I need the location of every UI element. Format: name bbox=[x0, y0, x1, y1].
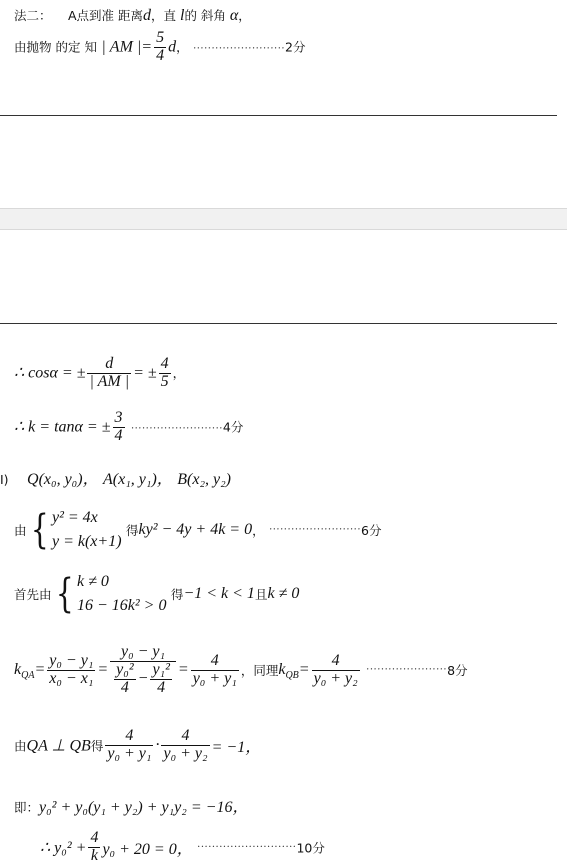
leader-dots: ························· bbox=[193, 43, 286, 55]
divider bbox=[0, 323, 557, 324]
points-definition: I) Q(x₀, y₀)， A(x₁, y₁)， B(x₂, y₂) bbox=[0, 471, 232, 488]
equation-tan: ∴ k = tanα = ± $\frac{3}{4}$ ·························4分 bbox=[14, 409, 244, 444]
text-distance: A点到准 距离 bbox=[67, 8, 143, 23]
fraction-four-over-sum-b: $\frac{4}{\text{y₀ + y₂}}$ bbox=[313, 651, 358, 687]
leader-dots: ························· bbox=[130, 423, 223, 435]
text-line-parabola-definition: 由抛物 的定 知 | AM |= $\frac{5}{4}$ d， ·························2分 bbox=[14, 29, 306, 64]
equation-product: 即：y₀² + y₀(y₁ + y₂) + y₁y₂ = −16， bbox=[14, 799, 249, 816]
score-label: 2分 bbox=[285, 39, 306, 55]
system-conditions: 首先由{ k ≠ 0 16 − 16k² > 0 得−1 < k < 1且k ≠ 0 bbox=[14, 571, 300, 617]
fraction-five-fourths: $\frac{5}{4}$ bbox=[156, 29, 165, 64]
fraction-slope-squared: y₀ − y₁ $\frac{\text{y₀²}}{4}$ − $\frac{\text{y₁²}}{4}$ bbox=[110, 644, 176, 696]
divider bbox=[0, 115, 557, 116]
score-label: 10分 bbox=[296, 840, 325, 856]
text-line-method-two: 法二： A点到准 距离d，直 l的 斜角 α， bbox=[14, 7, 251, 24]
equation-perpendicular: 由QA ⊥ QB得 $\frac{4}{\text{y₀ + y₁}}$ · $\frac{4}{\text{y₀ + y₂}}$ = −1， bbox=[14, 727, 262, 762]
fraction-four-over-sum: $\frac{4}{\text{y₀ + y₁}}$ bbox=[192, 651, 237, 687]
label-method-two: 法二： bbox=[14, 8, 52, 23]
system-parabola-line: 由{ y² = 4x y = k(x+1) 得ky² − 4y + 4k = 0， ·························6分 bbox=[14, 507, 382, 553]
leader-dots: ··························· bbox=[197, 841, 297, 853]
score-label: 8分 bbox=[447, 663, 468, 679]
fraction-three-fourths: $\frac{3}{4}$ bbox=[114, 409, 123, 444]
fraction-four-fifths: $\frac{4}{5}$ bbox=[160, 355, 169, 390]
equation-cos: ∴ cosα = ± $\frac{d}{| AM |}$ = ± $\frac{4}{5}$ ， bbox=[14, 355, 186, 390]
equation-final: ∴ y₀² + $\frac{4}{k}$ y₀ + 20 = 0， ···························10分 bbox=[40, 829, 325, 864]
left-brace: { bbox=[55, 571, 74, 617]
fraction-slope: $\frac{\text{y₀ − y₁}}{\text{x₀ − x₁}}$ bbox=[49, 651, 94, 687]
fraction-d-over-am: $\frac{d}{| AM |}$ bbox=[89, 355, 130, 390]
leader-dots: ······················ bbox=[366, 664, 448, 676]
page-gap-band bbox=[0, 208, 567, 230]
score-label: 4分 bbox=[222, 419, 244, 435]
left-brace: { bbox=[30, 507, 49, 553]
leader-dots: ························· bbox=[269, 524, 362, 536]
equation-slope-qa: $k_{QA}=$ $\frac{\text{y₀ − y₁}}{\text{x₀ − x₁}}$ = y₀ − y₁ $\frac{\text{y₀²}}{4}$ − $\frac{\text{y₁²}}{4}$ = $\frac{4}{\text{y₀ + y₁}}$ ，同理$k_{QB}=$ $\frac{4}{\text{y₀ + y₂}}$ ······················8分 bbox=[14, 643, 468, 696]
score-label: 6分 bbox=[361, 523, 382, 538]
